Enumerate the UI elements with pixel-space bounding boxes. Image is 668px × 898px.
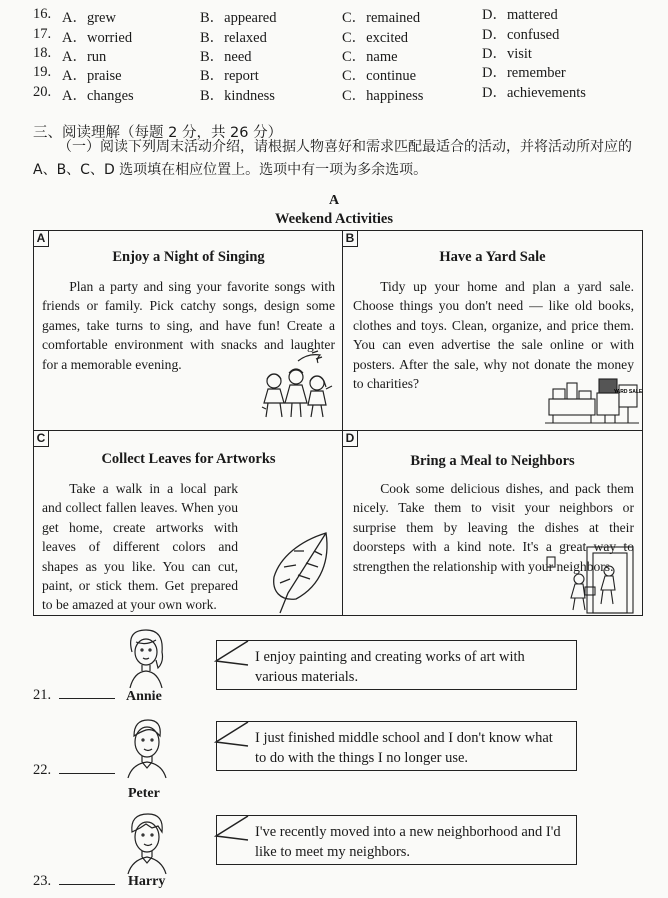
activity-box-a xyxy=(33,230,344,432)
option-row xyxy=(0,45,668,65)
speech-tail xyxy=(216,722,256,770)
option-row xyxy=(0,26,668,46)
question-number: 20. xyxy=(33,84,52,100)
option-b: B．relaxed xyxy=(200,30,267,46)
option-a: A．run xyxy=(62,49,107,65)
answer-blank[interactable] xyxy=(59,872,115,885)
answer-line-23 xyxy=(33,872,115,890)
option-d: D．visit xyxy=(482,46,532,62)
person-name: Peter xyxy=(128,786,160,801)
activity-box-d xyxy=(342,430,643,616)
activity-body: Cook some delicious dishes, and pack them nicely. Take them to visit your neighbors or surprise them by leaving the dishes at their doorsteps with a kind note. It's a great way to strengthen the relationship with your neighbors. xyxy=(353,481,634,574)
speech-tail xyxy=(216,641,256,689)
speech-text: I've recently moved into a new neighborhood and I'd like to meet my neighbors. xyxy=(255,824,561,860)
option-a: A．grew xyxy=(62,10,116,26)
activity-body: Plan a party and sing your favorite songs with friends or family. Pick catchy songs, design some games, take turns to sing, and have fun! Create a comfortable environment with snacks and laughter for a memorable evening. xyxy=(42,279,335,372)
speech-text: I just finished middle school and I don't know what to do with the things I no longer use. xyxy=(255,730,553,766)
activity-body: Tidy up your home and plan a yard sale. Choose things you don't need — like old books, clothes and toys. Clean, organize, and price them. You can even advertise the sale online or with posters. After the sale, why not donate the money to charities? xyxy=(353,279,634,392)
passage-letter: A xyxy=(328,193,340,208)
answer-line-21 xyxy=(33,686,115,704)
harry-avatar xyxy=(122,810,170,874)
answer-blank[interactable] xyxy=(59,761,115,774)
speech-bubble-21 xyxy=(216,640,577,690)
question-number: 19. xyxy=(33,64,52,80)
annie-avatar xyxy=(122,628,170,690)
activity-title: Have a Yard Sale xyxy=(439,249,546,265)
activity-title: Collect Leaves for Artworks xyxy=(101,451,276,467)
option-a: A．praise xyxy=(62,68,122,84)
speech-bubble-23 xyxy=(216,815,577,865)
question-number: 23. xyxy=(33,873,52,889)
option-row xyxy=(0,84,668,104)
option-c: C．happiness xyxy=(342,88,424,104)
question-number: 17. xyxy=(33,26,52,42)
answer-line-22 xyxy=(33,761,115,779)
option-d: D．achievements xyxy=(482,85,586,101)
option-c: C．remained xyxy=(342,10,421,26)
question-number: 16. xyxy=(33,6,52,22)
option-a: A．worried xyxy=(62,30,133,46)
yard-sale-sign: YARD SALE xyxy=(613,389,643,395)
option-c: C．excited xyxy=(342,30,409,46)
instruction-line-2: A、B、C、D 选项填在相应位置上。选项中有一项为多余选项。 xyxy=(33,162,428,178)
activity-box-b xyxy=(342,230,643,432)
option-b: B．need xyxy=(200,49,252,65)
activity-badge: A xyxy=(34,231,49,247)
option-c: C．name xyxy=(342,49,398,65)
activity-title: Bring a Meal to Neighbors xyxy=(410,453,575,469)
speech-text: I enjoy painting and creating works of art with various materials. xyxy=(255,649,525,685)
option-d: D．remember xyxy=(482,65,566,81)
instruction-line-1: （一）阅读下列周末活动介绍，请根据人物喜好和需求匹配最适合的活动，并将活动所对应的 xyxy=(58,139,632,155)
option-b: B．kindness xyxy=(200,88,275,104)
person-name: Harry xyxy=(128,874,166,889)
option-d: D．mattered xyxy=(482,7,558,23)
activity-title: Enjoy a Night of Singing xyxy=(112,249,265,265)
door-delivery-icon xyxy=(545,543,641,615)
answer-blank[interactable] xyxy=(59,686,115,699)
option-d: D．confused xyxy=(482,27,560,43)
activity-body: Take a walk in a local park and collect fallen leaves. When you get home, create artworks with leaves of different colors and shapes as you like. You can cut, paint, or stick them. Get prepared to be amazed at your own work. xyxy=(42,481,238,613)
speech-tail xyxy=(216,816,256,864)
passage-title: Weekend Activities xyxy=(274,211,393,227)
person-name: Annie xyxy=(126,689,162,704)
leaf-icon xyxy=(266,529,336,615)
option-b: B．report xyxy=(200,68,259,84)
activity-badge: B xyxy=(343,231,358,247)
speech-bubble-22 xyxy=(216,721,577,771)
activity-badge: C xyxy=(34,431,49,447)
question-number: 18. xyxy=(33,45,52,61)
option-c: C．continue xyxy=(342,68,417,84)
yard-sale-icon xyxy=(545,363,643,427)
option-b: B．appeared xyxy=(200,10,277,26)
section-heading: 三、阅读理解（每题 2 分，共 26 分） xyxy=(33,125,283,141)
activity-badge: D xyxy=(343,431,358,447)
activity-box-c xyxy=(33,430,344,616)
singing-kids-icon xyxy=(256,349,336,425)
option-row xyxy=(0,6,668,26)
question-number: 21. xyxy=(33,687,52,703)
option-a: A．changes xyxy=(62,88,134,104)
peter-avatar xyxy=(122,716,170,778)
question-number: 22. xyxy=(33,762,52,778)
